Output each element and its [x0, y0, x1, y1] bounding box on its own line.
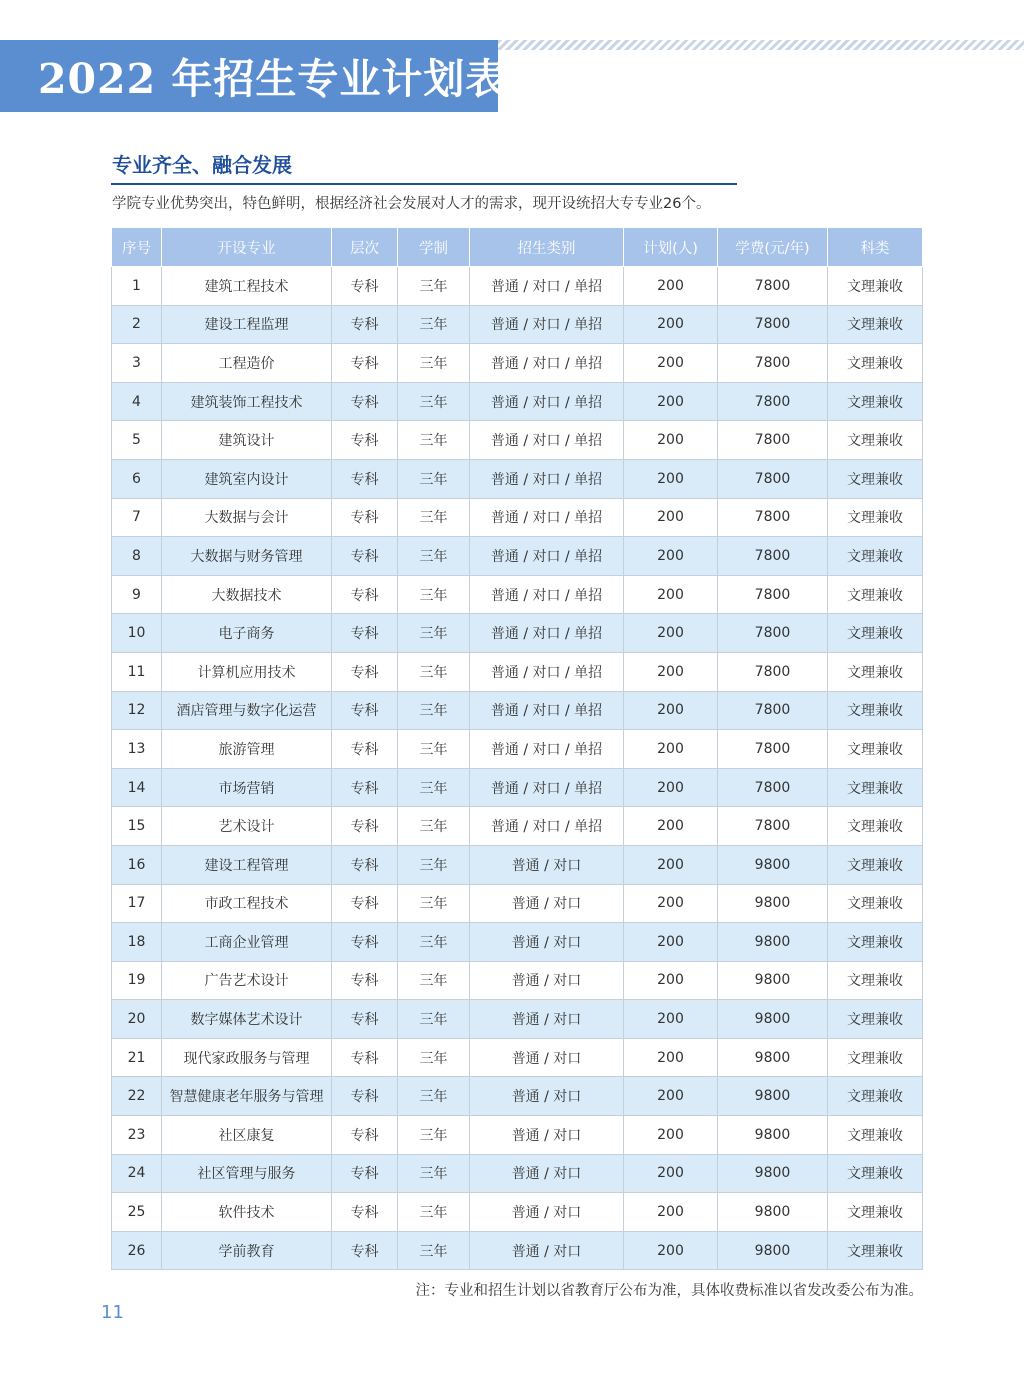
table-cell: 大数据与财务管理 [162, 537, 332, 576]
table-cell: 14 [112, 768, 162, 807]
table-cell: 7800 [718, 267, 828, 306]
header-cell: 层次 [332, 228, 398, 267]
table-cell: 文理兼收 [828, 305, 923, 344]
table-cell: 7800 [718, 344, 828, 383]
table-cell: 文理兼收 [828, 845, 923, 884]
table-cell: 三年 [398, 1038, 470, 1077]
table-cell: 文理兼收 [828, 459, 923, 498]
table-cell: 200 [624, 575, 718, 614]
table-cell: 普通 / 对口 / 单招 [470, 691, 624, 730]
table-cell: 普通 / 对口 / 单招 [470, 614, 624, 653]
table-cell: 三年 [398, 459, 470, 498]
table-cell: 社区康复 [162, 1116, 332, 1155]
table-cell: 9 [112, 575, 162, 614]
table-cell: 普通 / 对口 [470, 845, 624, 884]
table-cell: 20 [112, 1000, 162, 1039]
table-cell: 3 [112, 344, 162, 383]
table-row [112, 267, 923, 306]
table-cell: 200 [624, 652, 718, 691]
table-cell: 200 [624, 807, 718, 846]
table-cell: 15 [112, 807, 162, 846]
table-cell: 9800 [718, 1000, 828, 1039]
table-cell: 6 [112, 459, 162, 498]
table-row [112, 382, 923, 421]
header-cell: 学费(元/年) [718, 228, 828, 267]
table-cell: 专科 [332, 305, 398, 344]
table-row [112, 730, 923, 769]
table-row [112, 1154, 923, 1193]
table-cell: 专科 [332, 652, 398, 691]
table-cell: 22 [112, 1077, 162, 1116]
table-cell: 三年 [398, 1193, 470, 1232]
table-cell: 9800 [718, 1231, 828, 1270]
table-cell: 文理兼收 [828, 923, 923, 962]
table-cell: 普通 / 对口 / 单招 [470, 267, 624, 306]
table-cell: 文理兼收 [828, 730, 923, 769]
table-cell: 文理兼收 [828, 1154, 923, 1193]
table-cell: 7800 [718, 459, 828, 498]
table-cell: 7800 [718, 614, 828, 653]
table-cell: 18 [112, 923, 162, 962]
section-divider [111, 183, 737, 185]
table-cell: 7800 [718, 730, 828, 769]
table-cell: 9800 [718, 1193, 828, 1232]
table-cell: 文理兼收 [828, 1077, 923, 1116]
table-cell: 三年 [398, 1116, 470, 1155]
table-cell: 200 [624, 730, 718, 769]
table-cell: 普通 / 对口 / 单招 [470, 421, 624, 460]
table-cell: 9800 [718, 923, 828, 962]
table-body [112, 267, 923, 1270]
table-row [112, 1193, 923, 1232]
table-cell: 工程造价 [162, 344, 332, 383]
section-title: 专业齐全、融合发展 [112, 153, 292, 177]
table-cell: 专科 [332, 382, 398, 421]
table-cell: 三年 [398, 1154, 470, 1193]
table-row [112, 1116, 923, 1155]
table-cell: 专科 [332, 1077, 398, 1116]
table-cell: 8 [112, 537, 162, 576]
table-cell: 200 [624, 421, 718, 460]
table-cell: 文理兼收 [828, 884, 923, 923]
table-cell: 专科 [332, 923, 398, 962]
table-row [112, 614, 923, 653]
table-cell: 200 [624, 884, 718, 923]
table-cell: 文理兼收 [828, 1116, 923, 1155]
table-cell: 三年 [398, 344, 470, 383]
table-cell: 专科 [332, 1231, 398, 1270]
table-cell: 智慧健康老年服务与管理 [162, 1077, 332, 1116]
table-cell: 三年 [398, 382, 470, 421]
table-cell: 三年 [398, 575, 470, 614]
table-cell: 专科 [332, 807, 398, 846]
table-cell: 200 [624, 537, 718, 576]
table-cell: 9800 [718, 1038, 828, 1077]
table-row [112, 691, 923, 730]
table-cell: 三年 [398, 1077, 470, 1116]
table-cell: 文理兼收 [828, 1038, 923, 1077]
table-cell: 4 [112, 382, 162, 421]
table-cell: 7800 [718, 498, 828, 537]
table-cell: 普通 / 对口 / 单招 [470, 498, 624, 537]
table-cell: 普通 / 对口 [470, 923, 624, 962]
table-cell: 专科 [332, 344, 398, 383]
table-cell: 25 [112, 1193, 162, 1232]
table-cell: 三年 [398, 845, 470, 884]
table-cell: 200 [624, 614, 718, 653]
table-cell: 文理兼收 [828, 267, 923, 306]
table-cell: 普通 / 对口 / 单招 [470, 382, 624, 421]
table-cell: 24 [112, 1154, 162, 1193]
table-cell: 7800 [718, 652, 828, 691]
table-cell: 文理兼收 [828, 1000, 923, 1039]
table-cell: 三年 [398, 884, 470, 923]
table-cell: 11 [112, 652, 162, 691]
table-cell: 普通 / 对口 / 单招 [470, 575, 624, 614]
table-cell: 200 [624, 459, 718, 498]
table-cell: 软件技术 [162, 1193, 332, 1232]
table-cell: 文理兼收 [828, 498, 923, 537]
table-cell: 专科 [332, 961, 398, 1000]
table-cell: 三年 [398, 537, 470, 576]
table-row [112, 652, 923, 691]
table-cell: 普通 / 对口 [470, 1231, 624, 1270]
table-row [112, 344, 923, 383]
table-cell: 7800 [718, 537, 828, 576]
table-row [112, 305, 923, 344]
table-cell: 2 [112, 305, 162, 344]
table-cell: 专科 [332, 768, 398, 807]
table-cell: 7800 [718, 421, 828, 460]
table-cell: 大数据技术 [162, 575, 332, 614]
table-cell: 21 [112, 1038, 162, 1077]
table-cell: 200 [624, 382, 718, 421]
table-cell: 文理兼收 [828, 691, 923, 730]
table-cell: 专科 [332, 421, 398, 460]
table-cell: 17 [112, 884, 162, 923]
table-cell: 普通 / 对口 / 单招 [470, 807, 624, 846]
table-cell: 文理兼收 [828, 537, 923, 576]
table-cell: 专科 [332, 614, 398, 653]
table-cell: 三年 [398, 730, 470, 769]
table-cell: 三年 [398, 923, 470, 962]
table-cell: 建筑工程技术 [162, 267, 332, 306]
table-cell: 9800 [718, 961, 828, 1000]
table-cell: 三年 [398, 807, 470, 846]
table-cell: 200 [624, 845, 718, 884]
table-cell: 三年 [398, 267, 470, 306]
table-cell: 三年 [398, 421, 470, 460]
table-cell: 文理兼收 [828, 421, 923, 460]
table-cell: 文理兼收 [828, 1193, 923, 1232]
table-cell: 200 [624, 768, 718, 807]
table-cell: 三年 [398, 961, 470, 1000]
table-cell: 9800 [718, 1116, 828, 1155]
table-cell: 文理兼收 [828, 807, 923, 846]
table-cell: 1 [112, 267, 162, 306]
table-row [112, 459, 923, 498]
table-cell: 200 [624, 961, 718, 1000]
table-row [112, 768, 923, 807]
table-cell: 普通 / 对口 / 单招 [470, 305, 624, 344]
table-cell: 200 [624, 1116, 718, 1155]
table-cell: 7800 [718, 382, 828, 421]
header-cell: 开设专业 [162, 228, 332, 267]
table-cell: 艺术设计 [162, 807, 332, 846]
table-cell: 200 [624, 1154, 718, 1193]
table-cell: 13 [112, 730, 162, 769]
table-cell: 12 [112, 691, 162, 730]
table-cell: 社区管理与服务 [162, 1154, 332, 1193]
table-row [112, 1038, 923, 1077]
table-row [112, 1000, 923, 1039]
header-cell: 招生类别 [470, 228, 624, 267]
table-cell: 普通 / 对口 [470, 1154, 624, 1193]
table-cell: 普通 / 对口 [470, 884, 624, 923]
table-cell: 普通 / 对口 [470, 1116, 624, 1155]
table-cell: 7800 [718, 807, 828, 846]
table-cell: 9800 [718, 1077, 828, 1116]
table-cell: 7800 [718, 768, 828, 807]
table-cell: 计算机应用技术 [162, 652, 332, 691]
table-cell: 23 [112, 1116, 162, 1155]
table-cell: 文理兼收 [828, 575, 923, 614]
table-cell: 三年 [398, 652, 470, 691]
table-cell: 建筑装饰工程技术 [162, 382, 332, 421]
header-cell: 计划(人) [624, 228, 718, 267]
table-cell: 文理兼收 [828, 961, 923, 1000]
table-cell: 专科 [332, 459, 398, 498]
table-cell: 专科 [332, 267, 398, 306]
table-cell: 广告艺术设计 [162, 961, 332, 1000]
table-cell: 学前教育 [162, 1231, 332, 1270]
table-cell: 普通 / 对口 [470, 961, 624, 1000]
table-cell: 普通 / 对口 [470, 1193, 624, 1232]
table-cell: 文理兼收 [828, 344, 923, 383]
table-row [112, 1231, 923, 1270]
table-cell: 专科 [332, 1193, 398, 1232]
table-cell: 19 [112, 961, 162, 1000]
table-cell: 专科 [332, 884, 398, 923]
table-row [112, 961, 923, 1000]
page-title: 2022 年招生专业计划表 [38, 55, 508, 103]
table-cell: 专科 [332, 845, 398, 884]
table-cell: 16 [112, 845, 162, 884]
table-cell: 现代家政服务与管理 [162, 1038, 332, 1077]
table-cell: 专科 [332, 575, 398, 614]
table-cell: 电子商务 [162, 614, 332, 653]
table-cell: 三年 [398, 305, 470, 344]
table-cell: 专科 [332, 1116, 398, 1155]
table-cell: 三年 [398, 691, 470, 730]
table-cell: 200 [624, 691, 718, 730]
footnote: 注：专业和招生计划以省教育厅公布为准，具体收费标准以省发改委公布为准。 [415, 1283, 923, 1299]
table-cell: 专科 [332, 730, 398, 769]
table-row [112, 923, 923, 962]
table-cell: 工商企业管理 [162, 923, 332, 962]
table-cell: 26 [112, 1231, 162, 1270]
table-cell: 建筑设计 [162, 421, 332, 460]
table-cell: 文理兼收 [828, 652, 923, 691]
table-cell: 普通 / 对口 / 单招 [470, 537, 624, 576]
table-cell: 7800 [718, 691, 828, 730]
table-cell: 专科 [332, 1154, 398, 1193]
table-cell: 三年 [398, 1000, 470, 1039]
table-row [112, 498, 923, 537]
table-cell: 普通 / 对口 [470, 1000, 624, 1039]
table-cell: 建筑室内设计 [162, 459, 332, 498]
table-cell: 200 [624, 498, 718, 537]
table-cell: 200 [624, 267, 718, 306]
table-cell: 三年 [398, 1231, 470, 1270]
table-cell: 普通 / 对口 / 单招 [470, 459, 624, 498]
table-cell: 建设工程管理 [162, 845, 332, 884]
page-number: 11 [101, 1302, 124, 1323]
table-cell: 200 [624, 923, 718, 962]
table-row [112, 845, 923, 884]
table-cell: 普通 / 对口 / 单招 [470, 652, 624, 691]
table-cell: 专科 [332, 1038, 398, 1077]
table-cell: 200 [624, 1038, 718, 1077]
table-row [112, 1077, 923, 1116]
table-cell: 三年 [398, 768, 470, 807]
header-cell: 序号 [112, 228, 162, 267]
table-cell: 专科 [332, 498, 398, 537]
table-cell: 7800 [718, 575, 828, 614]
table-cell: 9800 [718, 845, 828, 884]
table-cell: 文理兼收 [828, 1231, 923, 1270]
table-cell: 普通 / 对口 / 单招 [470, 730, 624, 769]
enrollment-plan-table [111, 227, 923, 1270]
title-banner [0, 40, 508, 112]
table-cell: 7800 [718, 305, 828, 344]
table-cell: 旅游管理 [162, 730, 332, 769]
table-cell: 5 [112, 421, 162, 460]
table-cell: 9800 [718, 1154, 828, 1193]
table-cell: 200 [624, 1077, 718, 1116]
table-row [112, 575, 923, 614]
table-cell: 200 [624, 1193, 718, 1232]
table-cell: 200 [624, 1000, 718, 1039]
table-cell: 专科 [332, 1000, 398, 1039]
table-cell: 文理兼收 [828, 768, 923, 807]
table-cell: 200 [624, 1231, 718, 1270]
table-cell: 200 [624, 305, 718, 344]
table-cell: 大数据与会计 [162, 498, 332, 537]
table-cell: 三年 [398, 614, 470, 653]
table-cell: 市政工程技术 [162, 884, 332, 923]
decorative-stripes [498, 40, 1024, 50]
table-row [112, 421, 923, 460]
table-cell: 数字媒体艺术设计 [162, 1000, 332, 1039]
header-cell: 学制 [398, 228, 470, 267]
table-cell: 200 [624, 344, 718, 383]
table-cell: 酒店管理与数字化运营 [162, 691, 332, 730]
table-cell: 普通 / 对口 [470, 1038, 624, 1077]
table-row [112, 807, 923, 846]
table-cell: 普通 / 对口 / 单招 [470, 768, 624, 807]
table-cell: 专科 [332, 691, 398, 730]
table-cell: 文理兼收 [828, 614, 923, 653]
table-cell: 三年 [398, 498, 470, 537]
section-intro: 学院专业优势突出，特色鲜明，根据经济社会发展对人才的需求，现开设统招大专专业26个。 [112, 196, 711, 212]
table-cell: 建设工程监理 [162, 305, 332, 344]
table-cell: 10 [112, 614, 162, 653]
table-row [112, 884, 923, 923]
table-cell: 普通 / 对口 / 单招 [470, 344, 624, 383]
table-row [112, 537, 923, 576]
table-cell: 文理兼收 [828, 382, 923, 421]
table-header-row [112, 228, 923, 267]
table-cell: 9800 [718, 884, 828, 923]
table-cell: 市场营销 [162, 768, 332, 807]
table-cell: 专科 [332, 537, 398, 576]
table-cell: 7 [112, 498, 162, 537]
header-cell: 科类 [828, 228, 923, 267]
table-cell: 普通 / 对口 [470, 1077, 624, 1116]
